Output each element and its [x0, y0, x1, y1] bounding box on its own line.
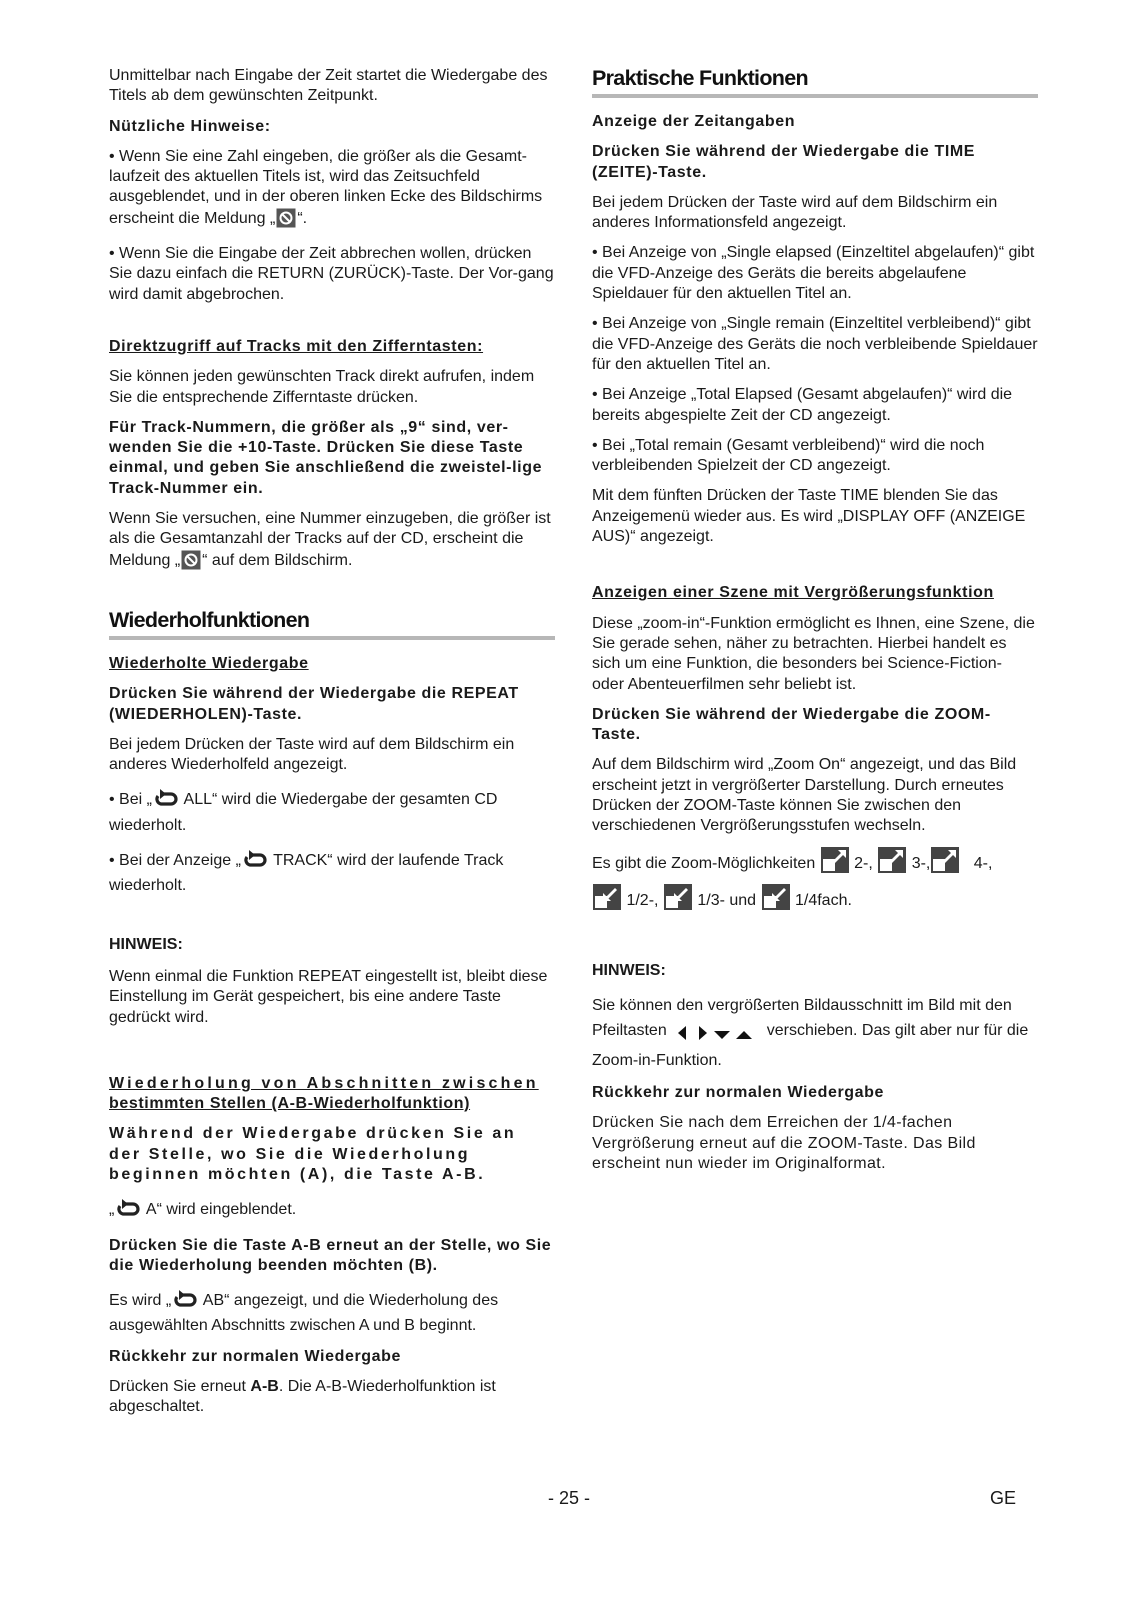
arrow-up-icon	[736, 1023, 752, 1048]
paragraph-display-off: Mit dem fünften Drücken der Taste TIME blenden Sie das Anzeigemenü wieder aus. Es wird „DISPLAY OFF (ANZEIGE AUS)“ angezeigt.	[592, 487, 1026, 546]
bullet-repeat-track: • Bei der Anzeige „ TRACK“ wird der laufende Track wiederholt.	[109, 852, 504, 895]
paragraph-nummer-zu-gross: Wenn Sie versuchen, eine Nummer einzugeben, die größer ist als die Gesamtanzahl der Tracks auf der CD, erscheint die Meldung „ “ auf dem Bildschirm.	[109, 509, 555, 576]
paragraph-zoom-on: Auf dem Bildschirm wird „Zoom On“ angezeigt, und das Bild erscheint jetzt in vergrößerter Darstellung. Durch erneutes Drücken der ZOOM-Taste können Sie zwischen den verschiedenen Vergrößerungsstufen wechseln.	[592, 756, 1017, 835]
zoom-out-icon	[762, 884, 790, 921]
subheading-direktzugriff: Direktzugriff auf Tracks mit den Zifferntasten:	[109, 337, 484, 355]
paragraph-rueckkehr-zoom: Drücken Sie nach dem Erreichen der 1/4-fachen Vergrößerung erneut auf die ZOOM-Taste. Das Bild erscheint nun wieder im Originalformat.	[592, 1114, 976, 1172]
prohibited-icon	[276, 208, 296, 234]
bullet-total-elapsed: • Bei Anzeige „Total Elapsed (Gesamt abgelaufen)“ wird die bereits abgespielte Zeit der CD angezeigt.	[592, 386, 1013, 424]
paragraph: Unmittelbar nach Eingabe der Zeit startet die Wiedergabe des Titels ab dem gewünschten Zeitpunkt.	[109, 67, 548, 105]
prohibited-icon	[181, 550, 201, 576]
bullet-total-remain: • Bei „Total remain (Gesamt verbleibend)“ wird die noch verbleibenden Spielzeit der CD angezeigt.	[592, 436, 985, 475]
bullet-zahl-zu-gross: • Wenn Sie eine Zahl eingeben, die größer als die Gesamt-laufzeit des aktuellen Titels ist, wird das Zeitsuchfeld ausgeblendet, und in der oberen linken Ecke des Bildschirms erscheint die Meldung „ “.	[109, 147, 555, 234]
subheading-anzeige-zeitangaben: Anzeige der Zeitangaben	[592, 113, 796, 130]
zoom-icon	[931, 847, 959, 884]
subheading-zoom: Anzeigen einer Szene mit Vergrößerungsfunktion	[592, 584, 994, 602]
paragraph-zoom-intro: Diese „zoom-in“-Funktion ermöglicht es Ihnen, eine Szene, die Sie gerade sehen, näher zu betrachten. Hierbei handelt es sich um eine Funktion, die besonders bei Science-Fiction- oder Abenteuerfilmen sehr beliebt ist.	[592, 614, 1035, 693]
page-number: - 25 -	[548, 1488, 591, 1508]
instruction-ab-ende: Drücken Sie die Taste A-B erneut an der Stelle, wo Sie die Wiederholung beenden möchten (B).	[109, 1236, 552, 1274]
subheading-rueckkehr: Rückkehr zur normalen Wiedergabe	[592, 1083, 885, 1101]
language-code: GE	[990, 1488, 1017, 1508]
arrow-down-icon	[714, 1023, 730, 1048]
hinweis-text: Wenn einmal die Funktion REPEAT eingestellt ist, bleibt diese Einstellung im Gerät gespeichert, bis eine andere Taste gedrückt wird.	[109, 967, 548, 1026]
repeat-icon	[115, 1199, 141, 1225]
hinweis-label: HINWEIS:	[592, 961, 666, 979]
section-heading-wiederholfunktionen: Wiederholfunktionen	[109, 608, 555, 640]
instruction-zoom: Drücken Sie während der Wiedergabe die ZOOM-Taste.	[592, 705, 991, 744]
paragraph: Sie können jeden gewünschten Track direkt aufrufen, indem Sie die entsprechende Zifferntaste drücken.	[109, 368, 535, 406]
paragraph-rueckkehr: Drücken Sie erneut A-B. Die A-B-Wiederholfunktion ist abgeschaltet.	[109, 1378, 496, 1416]
subheading-rueckkehr: Rückkehr zur normalen Wiedergabe	[109, 1347, 402, 1365]
zoom-out-icon	[664, 884, 692, 921]
section-heading-praktische-funktionen: Praktische Funktionen	[592, 66, 1038, 98]
instruction-track-nummern: Für Track-Nummern, die größer als „9“ sind, ver-wenden Sie die +10-Taste. Drücken Sie diese Taste einmal, und geben Sie anschließend die zweistel-lige Track-Nummer ein.	[109, 418, 543, 497]
bullet-repeat-all: • Bei „ ALL“ wird die Wiedergabe der gesamten CD wiederholt.	[109, 791, 498, 834]
zoom-levels: Es gibt die Zoom-Möglichkeiten 2-, 3-, 4-, 1/2-, 1/3- und 1/4fach.	[592, 847, 1038, 921]
hinweis-text-pfeiltasten: Sie können den vergrößerten Bildausschnitt im Bild mit den Pfeiltasten verschieben. Das gilt aber nur für die Zoom-in-Funktion.	[592, 996, 1029, 1069]
zoom-icon	[878, 847, 906, 884]
instruction-repeat: Drücken Sie während der Wiedergabe die REPEAT (WIEDERHOLEN)-Taste.	[109, 685, 519, 723]
repeat-icon	[153, 789, 179, 815]
arrow-left-icon	[677, 1023, 687, 1048]
zoom-out-icon	[593, 884, 621, 921]
hinweis-label: HINWEIS:	[109, 935, 183, 953]
repeat-icon	[172, 1290, 198, 1316]
zoom-icon	[821, 847, 849, 884]
bullet-eingabe-abbrechen: • Wenn Sie die Eingabe der Zeit abbrechen wollen, drücken Sie dazu einfach die RETURN (ZURÜCK)-Taste. Der Vor-gang wird damit abgebrochen.	[109, 245, 554, 303]
left-column	[109, 66, 555, 1428]
paragraph: Bei jedem Drücken der Taste wird auf dem Bildschirm ein anderes Informationsfeld angezeigt.	[592, 193, 998, 232]
instruction-time: Drücken Sie während der Wiedergabe die TIME (ZEITE)-Taste.	[592, 143, 976, 181]
right-column	[592, 66, 1038, 1184]
subheading-wiederholte-wiedergabe: Wiederholte Wiedergabe	[109, 654, 309, 672]
bullet-single-elapsed: • Bei Anzeige von „Single elapsed (Einzeltitel abgelaufen)“ gibt die VFD-Anzeige des Geräts die bereits abgelaufene Spieldauer für den aktuellen Titel an.	[592, 244, 1035, 303]
paragraph-ab-angezeigt: Es wird „ AB“ angezeigt, und die Wiederholung des ausgewählten Abschnitts zwischen A und B beginnt.	[109, 1292, 499, 1335]
subheading-nuetzliche-hinweise: Nützliche Hinweise:	[109, 117, 271, 135]
paragraph-a-eingeblendet: „ A“ wird eingeblendet.	[109, 1199, 555, 1225]
arrow-right-icon	[698, 1023, 708, 1048]
subheading-ab-wiederholung: Wiederholung von Abschnitten zwischen bestimmten Stellen (A-B-Wiederholfunktion)	[109, 1074, 539, 1113]
repeat-icon	[242, 850, 268, 876]
instruction-ab-start: Während der Wiedergabe drücken Sie an der Stelle, wo Sie die Wiederholung beginnen möchten (A), die Taste A-B.	[109, 1125, 517, 1183]
bullet-single-remain: • Bei Anzeige von „Single remain (Einzeltitel verbleibend)“ gibt die VFD-Anzeige des Geräts die noch verbleibende Spieldauer für den aktuellen Titel an.	[592, 315, 1038, 373]
paragraph: Bei jedem Drücken der Taste wird auf dem Bildschirm ein anderes Wiederholfeld angezeigt.	[109, 735, 515, 774]
